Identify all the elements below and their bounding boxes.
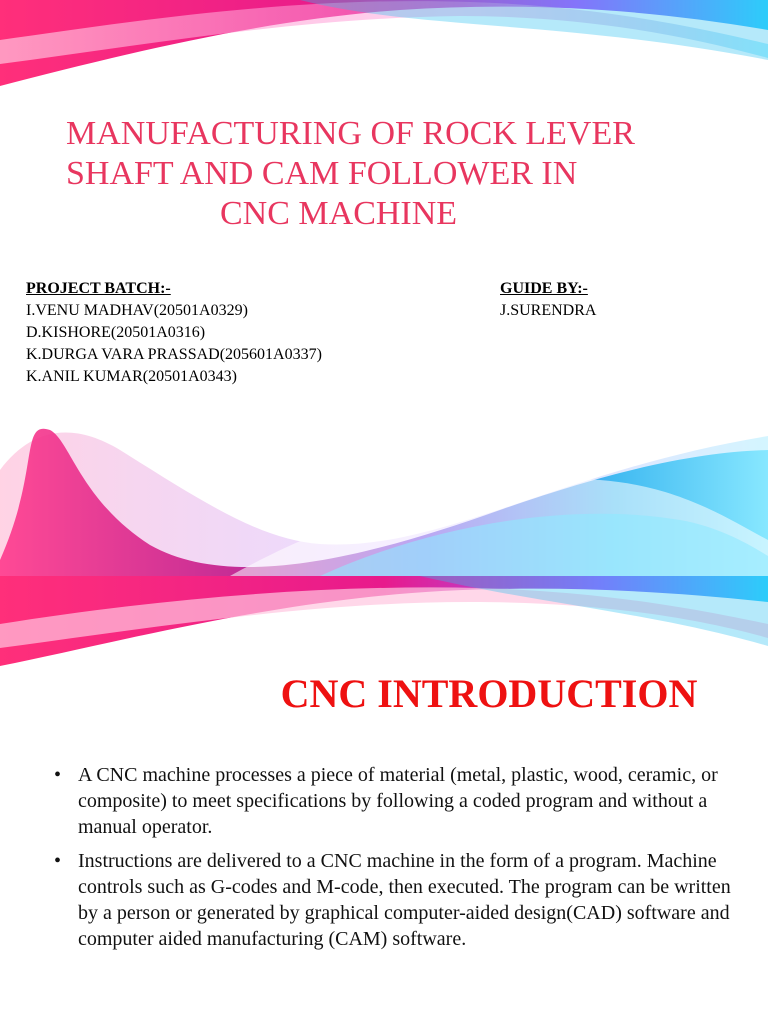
batch-header: PROJECT BATCH:-: [26, 280, 171, 297]
bullet-text: A CNC machine processes a piece of material (metal, plastic, wood, ceramic, or composite) to meet specifications by following a coded program and without a manual operator.: [78, 764, 718, 838]
batch-member: D.KISHORE(20501A0316): [26, 324, 206, 341]
bullet-text: Instructions are delivered to a CNC machine in the form of a program. Machine controls such as G-codes and M-code, then executed. The program can be written by a person or generated by graphical computer-aided design(CAD) software and computer aided manufacturing (CAM) software.: [78, 850, 731, 950]
bullet-marker: •: [54, 850, 62, 872]
title-line: CNC MACHINE: [220, 195, 458, 232]
bullet-list: [54, 762, 734, 960]
guide-name: J.SURENDRA: [500, 302, 597, 319]
slide-title: [40, 114, 740, 234]
bullet-marker: •: [54, 764, 62, 786]
guide-section: [500, 278, 596, 322]
slide-title: CNC INTRODUCTION: [280, 671, 698, 716]
project-batch: [26, 278, 322, 388]
batch-member: I.VENU MADHAV(20501A0329): [26, 302, 248, 319]
batch-member: K.ANIL KUMAR(20501A0343): [26, 368, 237, 385]
title-line: SHAFT AND CAM FOLLOWER IN: [66, 155, 578, 192]
guide-header: GUIDE BY:-: [500, 280, 588, 297]
intro-slide: [0, 576, 768, 1024]
list-item: [54, 848, 734, 952]
list-item: [54, 762, 734, 840]
batch-member: K.DURGA VARA PRASSAD(205601A0337): [26, 346, 322, 363]
title-line: MANUFACTURING OF ROCK LEVER: [66, 115, 635, 152]
